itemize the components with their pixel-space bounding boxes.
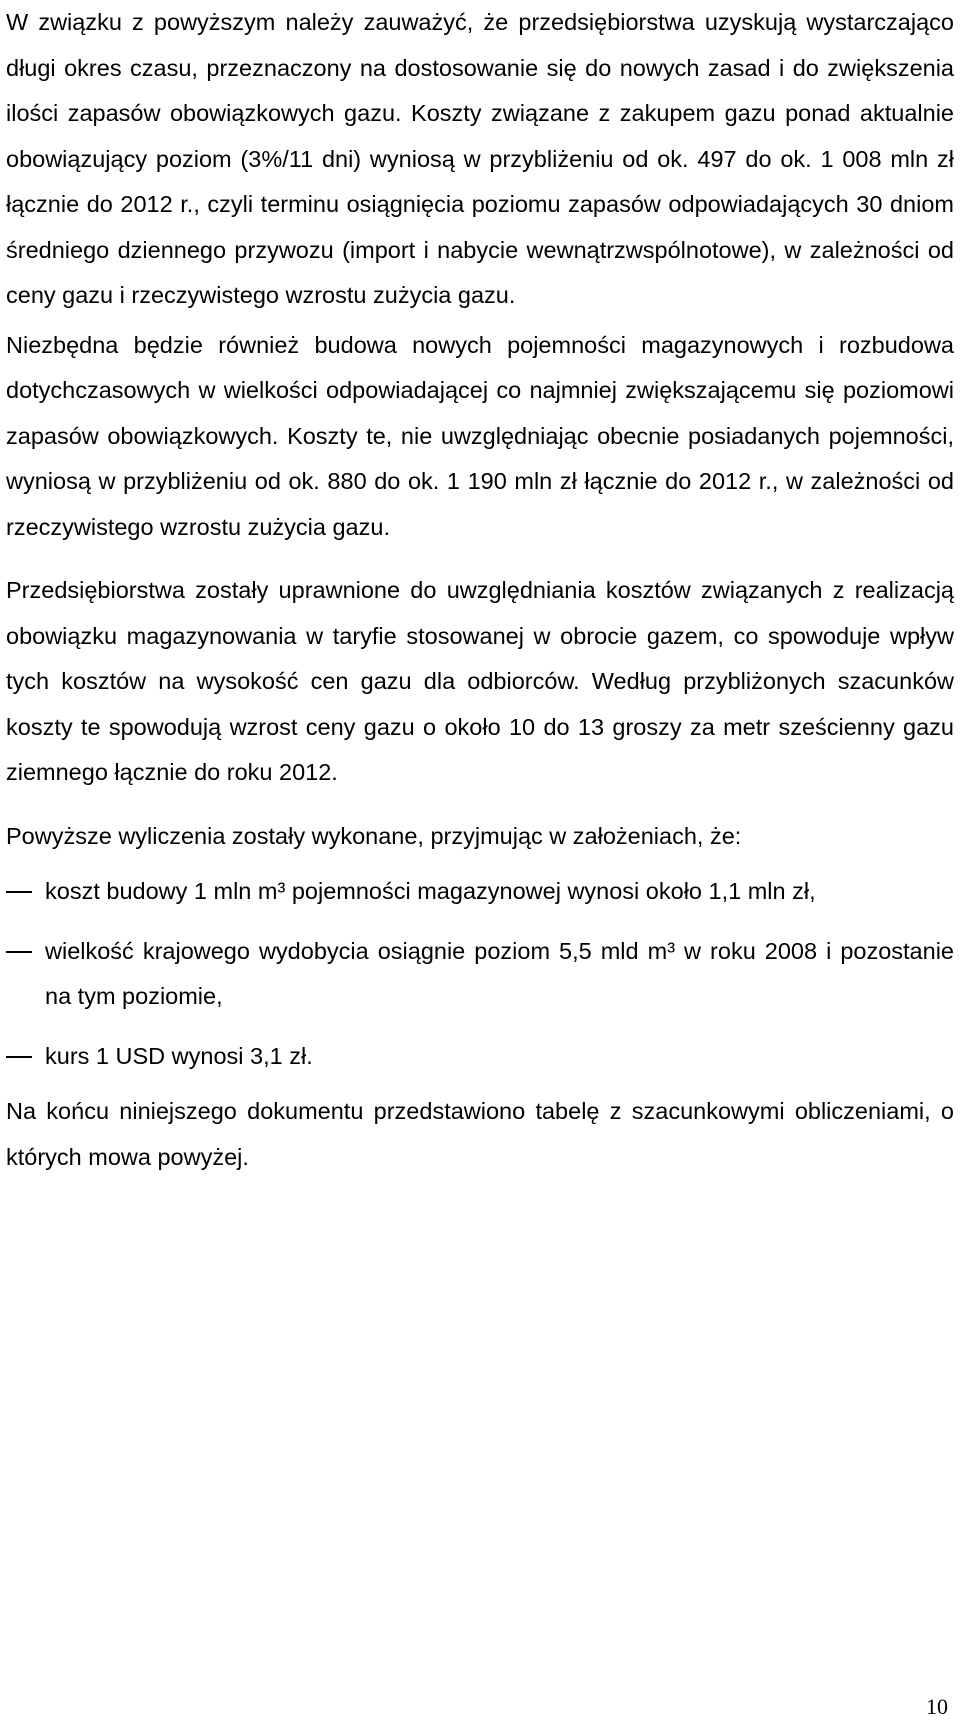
- dash-bullet-icon: [6, 1056, 32, 1058]
- assumptions-list: [6, 869, 954, 1079]
- list-item-text: koszt budowy 1 mln m³ pojemności magazynowej wynosi około 1,1 mln zł,: [45, 878, 816, 904]
- document-page: [6, 0, 954, 1180]
- list-item: [6, 929, 954, 1020]
- paragraph-storage-capacity: Niezbędna będzie również budowa nowych pojemności magazynowych i rozbudowa dotychczasowych w wielkości odpowiadającej co najmniej zwiększającemu się poziomowi zapasów obowiązkowych. Koszty te, nie uwzględniając obecnie posiadanych pojemności, wyniosą w przybliżeniu od ok. 880 do ok. 1 190 mln zł łącznie do 2012 r., w zależności od rzeczywistego wzrostu zużycia gazu.: [6, 331, 954, 540]
- paragraph-assumptions-intro: Powyższe wyliczenia zostały wykonane, przyjmując w założeniach, że:: [6, 822, 742, 849]
- paragraph-closing: Na końcu niniejszego dokumentu przedstawiono tabelę z szacunkowymi obliczeniami, o których mowa powyżej.: [6, 1098, 954, 1170]
- list-item-text: wielkość krajowego wydobycia osiągnie poziom 5,5 mld m³ w roku 2008 i pozostanie na tym poziomie,: [45, 937, 954, 1009]
- dash-bullet-icon: [6, 891, 32, 893]
- paragraph-tariff-costs: Przedsiębiorstwa zostały uprawnione do uwzględniania kosztów związanych z realizacją obowiązku magazynowania w taryfie stosowanej w obrocie gazem, co spowoduje wpływ tych kosztów na wysokość cen gazu dla odbiorców. Według przybliżonych szacunków koszty te spowodują wzrost ceny gazu o około 10 do 13 groszy za metr sześcienny gazu ziemnego łącznie do roku 2012.: [6, 577, 954, 785]
- list-item: [6, 869, 954, 915]
- page-number: 10: [926, 1694, 948, 1719]
- paragraph-storage-deadline: W związku z powyższym należy zauważyć, że przedsiębiorstwa uzyskują wystarczająco długi okres czasu, przeznaczony na dostosowanie się do nowych zasad i do zwiększenia ilości zapasów obowiązkowych gazu. Koszty związane z zakupem gazu ponad aktualnie obowiązujący poziom (3%/11 dni) wyniosą w przybliżeniu od ok. 497 do ok. 1 008 mln zł łącznie do 2012 r., czyli terminu osiągnięcia poziomu zapasów odpowiadających 30 dniom średniego dziennego przywozu (import i nabycie wewnątrzwspólnotowe), w zależności od ceny gazu i rzeczywistego wzrostu zużycia gazu.: [6, 9, 954, 308]
- dash-bullet-icon: [6, 951, 32, 953]
- list-item-text: kurs 1 USD wynosi 3,1 zł.: [45, 1042, 313, 1069]
- list-item: [6, 1034, 954, 1080]
